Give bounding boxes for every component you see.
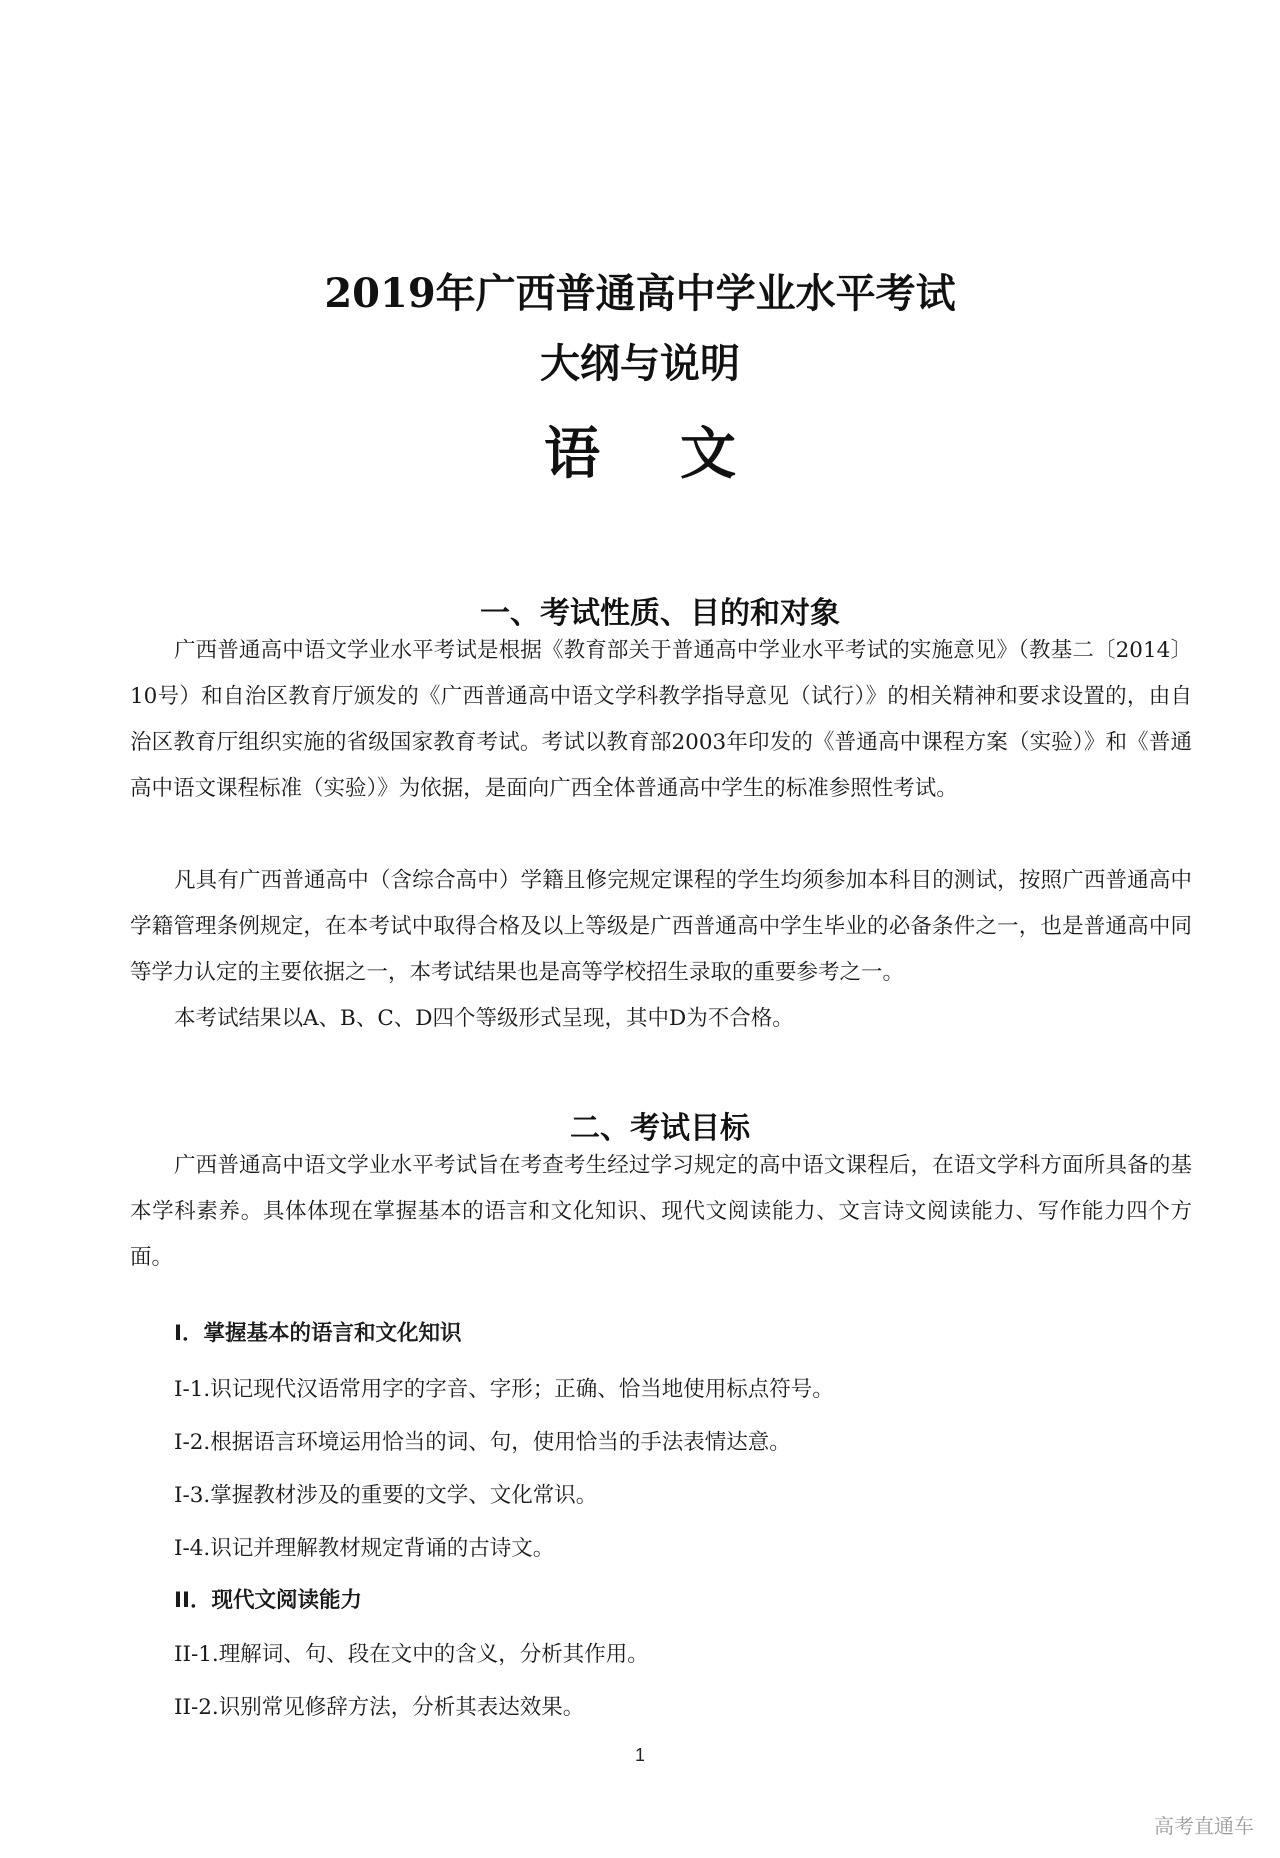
list-item: II-2.识别常见修辞方法，分析其表达效果。: [174, 1695, 585, 1720]
document-title: 2019年广西普通高中学业水平考试: [324, 270, 956, 317]
subject-title: [0, 410, 1280, 490]
paragraph: 广西普通高中语文学业水平考试是根据《教育部关于普通高中学业水平考试的实施意见》（教基二〔2014〕10号）和自治区教育厅颁发的《广西普通高中语文学科教学指导意见（试行）》的相关精神和要求设置的，由自治区教育厅组织实施的省级国家教育考试。考试以教育部2003年印发的《普通高中课程方案（实验）》和《普通高中语文课程标准（实验）》为依据，是面向广西全体普通高中学生的标准参照性考试。: [130, 638, 1192, 801]
page-number: 1: [634, 1745, 645, 1765]
list-item: I-1.识记现代汉语常用字的字音、字形；正确、恰当地使用标点符号。: [174, 1377, 834, 1402]
paragraph: 凡具有广西普通高中（含综合高中）学籍且修完规定课程的学生均须参加本科目的测试，按照广西普通高中学籍管理条例规定，在本考试中取得合格及以上等级是广西普通高中学生毕业的必备条件之一，也是普通高中同等学力认定的主要依据之一，本考试结果也是高等学校招生录取的重要参考之一。: [130, 868, 1192, 985]
document-subtitle: 大纲与说明: [540, 340, 740, 387]
list-item: I-4.识记并理解教材规定背诵的古诗文。: [174, 1536, 555, 1561]
paragraph: 广西普通高中语文学业水平考试旨在考查考生经过学习规定的高中语文课程后，在语文学科方面所具备的基本学科素养。具体体现在掌握基本的语言和文化知识、现代文阅读能力、文言诗文阅读能力、写作能力四个方面。: [130, 1153, 1192, 1270]
subsection-heading-language-knowledge: I．掌握基本的语言和文化知识: [174, 1321, 462, 1346]
list-item: II-1.理解词、句、段在文中的含义，分析其作用。: [174, 1642, 649, 1667]
watermark: 高考直通车: [1154, 1814, 1254, 1838]
subject-char-1: 语: [544, 421, 600, 487]
section-heading-exam-nature: 一、考试性质、目的和对象: [480, 596, 840, 631]
subsection-heading-modern-reading: II．现代文阅读能力: [174, 1588, 362, 1613]
paragraph: 本考试结果以A、B、C、D四个等级形式呈现，其中D为不合格。: [174, 1006, 794, 1031]
list-item: I-2.根据语言环境运用恰当的词、句，使用恰当的手法表情达意。: [174, 1430, 791, 1455]
list-item: I-3.掌握教材涉及的重要的文学、文化常识。: [174, 1483, 598, 1508]
subject-char-2: 文: [680, 421, 736, 487]
section-heading-exam-goals: 二、考试目标: [570, 1111, 750, 1146]
